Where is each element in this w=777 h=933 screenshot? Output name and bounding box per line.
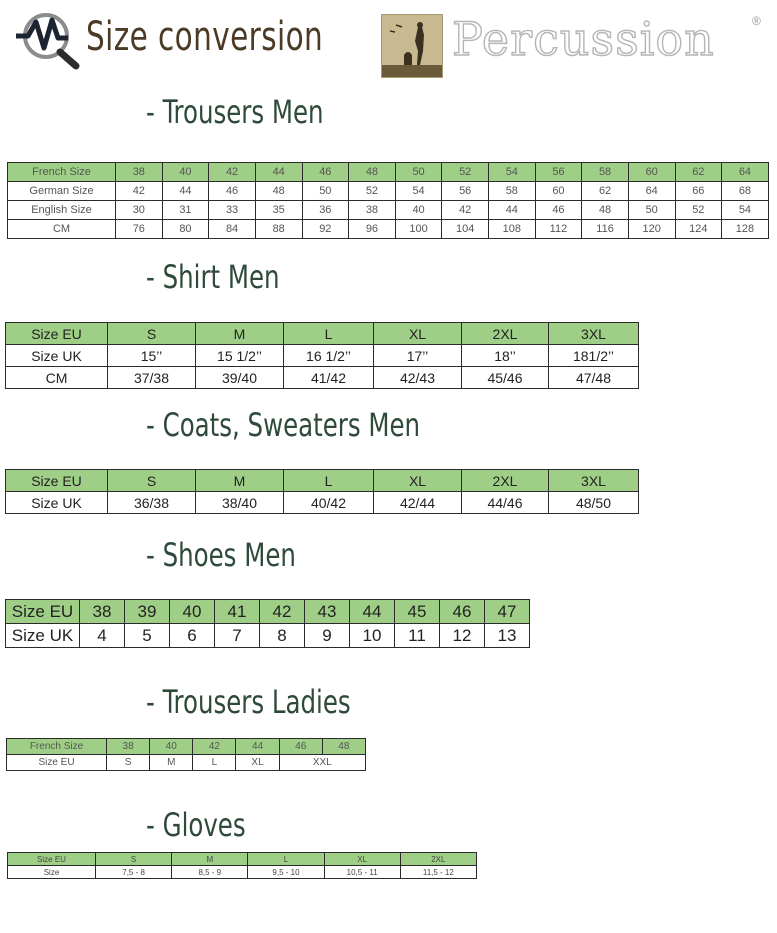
table-cell: 108 (489, 220, 536, 239)
table-row (7, 739, 366, 755)
table-cell: 11,5 - 12 (400, 866, 476, 879)
table-cell: 96 (349, 220, 396, 239)
table-cell: 37/38 (108, 367, 196, 389)
table-cell: 45 (395, 600, 440, 624)
table-cell: 52 (349, 182, 396, 201)
row-label: German Size (8, 182, 116, 201)
table-cell: 3XL (549, 323, 639, 345)
table-cell: 44 (489, 201, 536, 220)
table-cell: M (196, 470, 284, 492)
table-cell: 6 (170, 624, 215, 648)
table-cell: 2XL (462, 323, 549, 345)
table-cell: 38 (80, 600, 125, 624)
section-title-shirt-men: - Shirt Men (146, 258, 280, 296)
table-cell: 50 (302, 182, 349, 201)
page-title: Size conversion (86, 14, 324, 60)
table-cell: 46 (302, 163, 349, 182)
table-cell: 52 (675, 201, 722, 220)
table-cell: S (107, 755, 150, 771)
table-row (8, 853, 477, 866)
table-cell: 42 (442, 201, 489, 220)
table-cell: 41/42 (284, 367, 374, 389)
table-cell: 10 (350, 624, 395, 648)
table-cell: 50 (628, 201, 675, 220)
table-cell: 54 (395, 182, 442, 201)
table-cell: 15’’ (108, 345, 196, 367)
row-label: Size EU (6, 323, 108, 345)
table-cell: 12 (440, 624, 485, 648)
table-row (6, 600, 530, 624)
table-row (6, 345, 639, 367)
table-cell: 43 (305, 600, 350, 624)
table-row (6, 367, 639, 389)
registered-mark: ® (752, 14, 761, 28)
table-row (8, 201, 769, 220)
table-cell: 42 (209, 163, 256, 182)
table-cell: 44 (350, 600, 395, 624)
table-cell: 7 (215, 624, 260, 648)
table-cell: 56 (535, 163, 582, 182)
table-cell: 10,5 - 11 (324, 866, 400, 879)
table-cell: 40/42 (284, 492, 374, 514)
table-cell: 11 (395, 624, 440, 648)
table-cell: S (96, 853, 172, 866)
table-cell: XL (374, 323, 462, 345)
table-cell: 88 (255, 220, 302, 239)
table-cell: 42 (260, 600, 305, 624)
table-cell: 44/46 (462, 492, 549, 514)
table-row (8, 220, 769, 239)
table-cell: 18’’ (462, 345, 549, 367)
table-cell: 36/38 (108, 492, 196, 514)
table-cell: 46 (279, 739, 322, 755)
table-cell: 47 (485, 600, 530, 624)
table-cell: 44 (162, 182, 209, 201)
table-cell: S (108, 470, 196, 492)
table-cell: 16 1/2’’ (284, 345, 374, 367)
table-cell: 54 (489, 163, 536, 182)
table-cell: 52 (442, 163, 489, 182)
table-cell: 80 (162, 220, 209, 239)
table-row (8, 163, 769, 182)
row-label: Size UK (6, 345, 108, 367)
table-cell: 2XL (400, 853, 476, 866)
table-cell: 45/46 (462, 367, 549, 389)
table-cell: 104 (442, 220, 489, 239)
table-row (8, 182, 769, 201)
table-cell: 48/50 (549, 492, 639, 514)
table-cell: XL (324, 853, 400, 866)
table-cell: 128 (722, 220, 769, 239)
table-cell: 15 1/2’’ (196, 345, 284, 367)
table-cell: 42 (193, 739, 236, 755)
table-cell: 36 (302, 201, 349, 220)
table-cell: 56 (442, 182, 489, 201)
section-title-trousers-ladies: - Trousers Ladies (146, 683, 351, 721)
table-cell: 40 (162, 163, 209, 182)
table-cell: 2XL (462, 470, 549, 492)
table-cell: 40 (170, 600, 215, 624)
table-cell: 9 (305, 624, 350, 648)
table-cell: L (248, 853, 324, 866)
table-cell: 38 (349, 201, 396, 220)
table-cell: 66 (675, 182, 722, 201)
row-label: CM (8, 220, 116, 239)
table-cell: 46 (535, 201, 582, 220)
table-cell: 64 (722, 163, 769, 182)
table-cell: 58 (582, 163, 629, 182)
magnifier-logo-icon (14, 8, 82, 70)
section-title-shoes-men: - Shoes Men (146, 536, 296, 574)
table-cell: 31 (162, 201, 209, 220)
table-cell: S (108, 323, 196, 345)
row-label: Size UK (6, 492, 108, 514)
table-cell: 9,5 - 10 (248, 866, 324, 879)
table-cell: 38/40 (196, 492, 284, 514)
table-row (7, 755, 366, 771)
table-cell: M (172, 853, 248, 866)
table-cell: 44 (255, 163, 302, 182)
table-cell: 62 (675, 163, 722, 182)
table-cell: 46 (209, 182, 256, 201)
table-cell: 60 (535, 182, 582, 201)
gloves-table (7, 852, 477, 879)
table-cell: XXL (279, 755, 365, 771)
table-cell: 116 (582, 220, 629, 239)
table-cell: 42/44 (374, 492, 462, 514)
table-cell: 42/43 (374, 367, 462, 389)
table-cell: 54 (722, 201, 769, 220)
coats-men-table (5, 469, 639, 514)
trousers-men-table (7, 162, 769, 239)
page-header (0, 0, 777, 90)
table-cell: 181/2’’ (549, 345, 639, 367)
table-cell: 64 (628, 182, 675, 201)
table-cell: 68 (722, 182, 769, 201)
row-label: Size EU (6, 600, 80, 624)
table-cell: 40 (395, 201, 442, 220)
table-cell: 48 (582, 201, 629, 220)
table-cell: 48 (255, 182, 302, 201)
table-cell: 8,5 - 9 (172, 866, 248, 879)
table-cell: 47/48 (549, 367, 639, 389)
row-label: English Size (8, 201, 116, 220)
table-cell: 120 (628, 220, 675, 239)
table-cell: 44 (236, 739, 279, 755)
table-cell: 124 (675, 220, 722, 239)
table-cell: 13 (485, 624, 530, 648)
table-cell: 5 (125, 624, 170, 648)
table-cell: 33 (209, 201, 256, 220)
table-cell: 84 (209, 220, 256, 239)
table-cell: 48 (349, 163, 396, 182)
brand-name: Percussion (452, 12, 715, 66)
table-cell: 50 (395, 163, 442, 182)
table-cell: 8 (260, 624, 305, 648)
table-cell: 17’’ (374, 345, 462, 367)
hunter-logo-image (381, 14, 443, 78)
table-row (6, 492, 639, 514)
row-label: Size UK (6, 624, 80, 648)
row-label: Size EU (7, 755, 107, 771)
row-label: French Size (8, 163, 116, 182)
table-cell: 46 (440, 600, 485, 624)
table-cell: 38 (107, 739, 150, 755)
table-cell: 3XL (549, 470, 639, 492)
row-label: Size EU (8, 853, 96, 866)
table-cell: 38 (116, 163, 163, 182)
table-row (6, 323, 639, 345)
table-cell: 60 (628, 163, 675, 182)
table-cell: 40 (150, 739, 193, 755)
table-cell: 48 (322, 739, 365, 755)
row-label: Size (8, 866, 96, 879)
table-cell: 30 (116, 201, 163, 220)
table-cell: 7,5 - 8 (96, 866, 172, 879)
table-row (6, 624, 530, 648)
table-cell: M (196, 323, 284, 345)
table-cell: 58 (489, 182, 536, 201)
table-cell: 100 (395, 220, 442, 239)
table-cell: 39 (125, 600, 170, 624)
row-label: Size EU (6, 470, 108, 492)
shoes-men-table (5, 599, 530, 648)
table-cell: 41 (215, 600, 260, 624)
table-cell: 39/40 (196, 367, 284, 389)
table-cell: XL (236, 755, 279, 771)
section-title-gloves: - Gloves (146, 806, 246, 844)
table-cell: 62 (582, 182, 629, 201)
table-cell: 76 (116, 220, 163, 239)
table-row (6, 470, 639, 492)
table-cell: 92 (302, 220, 349, 239)
table-cell: L (193, 755, 236, 771)
table-cell: L (284, 470, 374, 492)
table-row (8, 866, 477, 879)
table-cell: 112 (535, 220, 582, 239)
table-cell: 42 (116, 182, 163, 201)
shirt-men-table (5, 322, 639, 389)
section-title-trousers-men: - Trousers Men (146, 93, 324, 131)
trousers-ladies-table (6, 738, 366, 771)
table-cell: L (284, 323, 374, 345)
table-cell: 4 (80, 624, 125, 648)
table-cell: XL (374, 470, 462, 492)
table-cell: M (150, 755, 193, 771)
section-title-coats-men: - Coats, Sweaters Men (146, 406, 421, 444)
row-label: French Size (7, 739, 107, 755)
table-cell: 35 (255, 201, 302, 220)
row-label: CM (6, 367, 108, 389)
